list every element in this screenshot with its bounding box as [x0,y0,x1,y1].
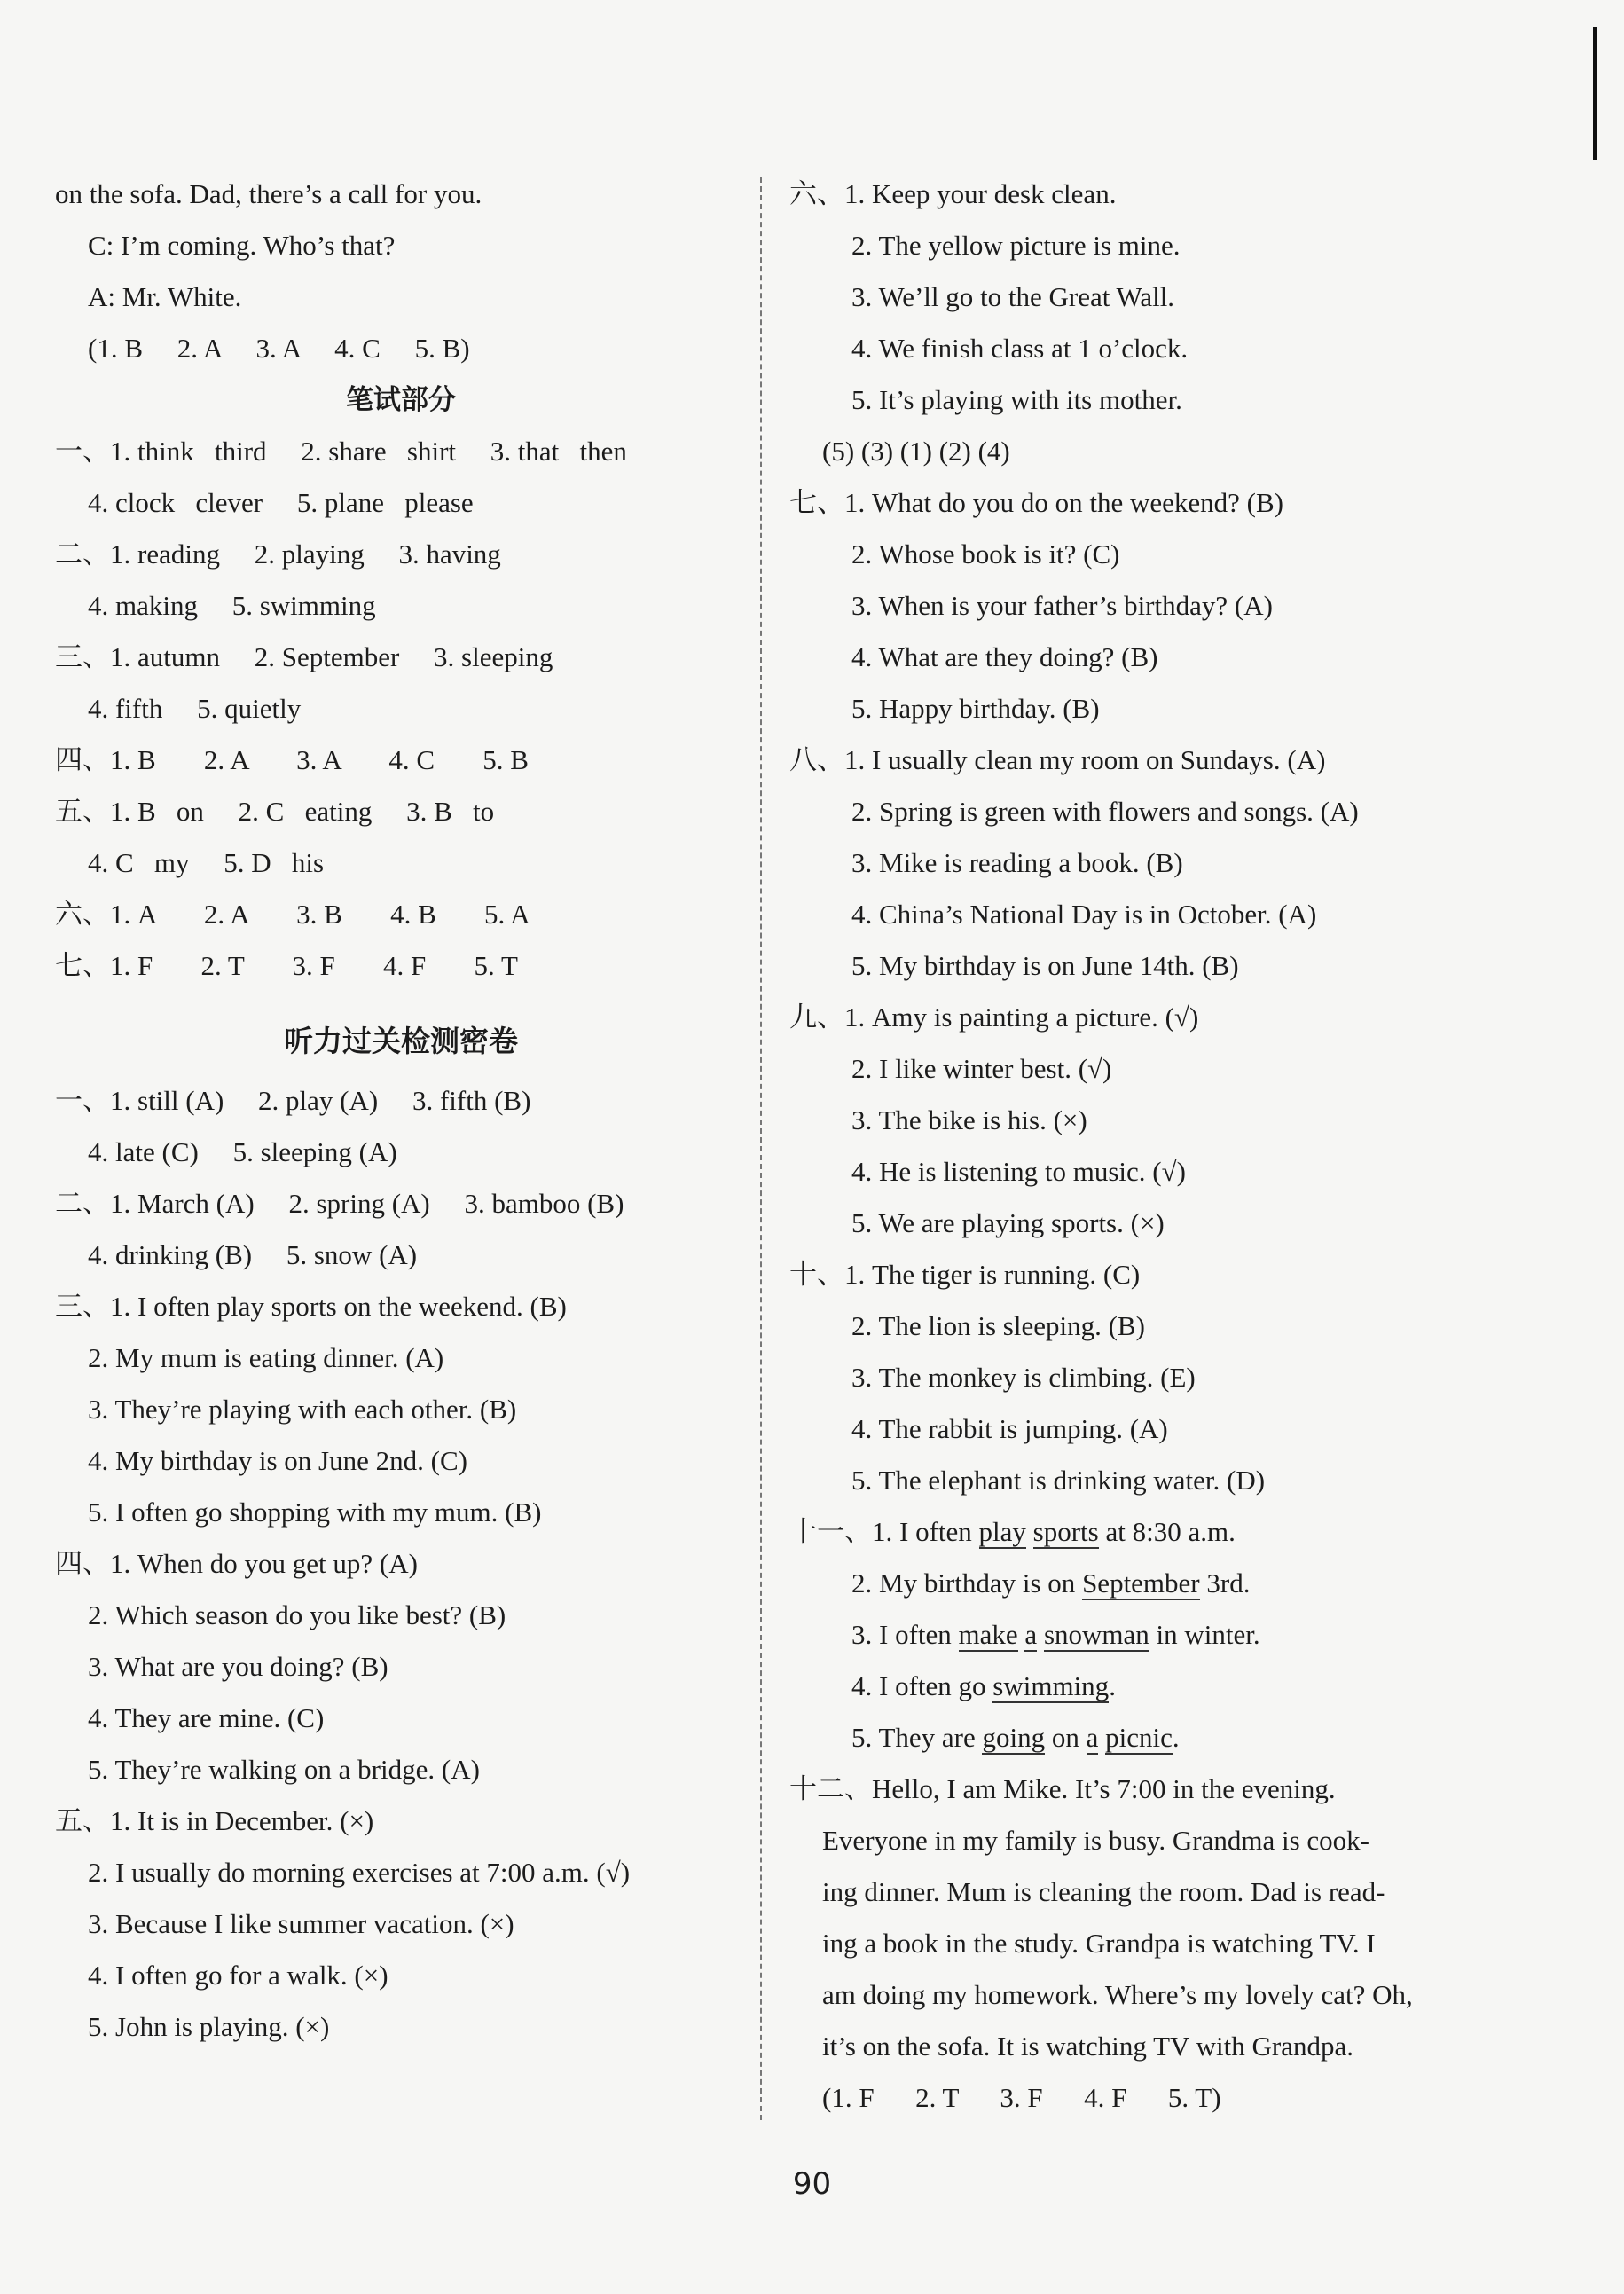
answer-line: 四、1. B 2. A 3. A 4. C 5. B [55,744,529,775]
fill-text: 十一、1. I often [789,1516,979,1547]
page-number: 90 [792,2166,832,2202]
answers-six-to-ten [789,169,1481,1506]
written-section-title: 笔试部分 [346,384,456,416]
answer-line: 十、1. The tiger is running. (C) [789,1259,1141,1290]
answer-line: 3. The bike is his. (×) [851,1104,1087,1135]
passage-line: 十二、Hello, I am Mike. It’s 7:00 in the evening. [789,1773,1336,1804]
answer-line: 2. I usually do morning exercises at 7:00 a.m. (√) [88,1857,631,1888]
answer-line: 五、1. It is in December. (×) [55,1805,374,1836]
answer-line: 4. late (C) 5. sleeping (A) [88,1136,397,1167]
answer-line: 5. We are playing sports. (×) [851,1207,1165,1238]
answer-line: 5. It’s playing with its mother. [851,384,1182,415]
answer-line: 4. I often go for a walk. (×) [88,1960,388,1991]
answer-line: 4. fifth 5. quietly [88,693,302,724]
answer-line: C: I’m coming. Who’s that? [88,230,396,261]
fill-answer-line [789,1712,1481,1764]
fill-answer-line [789,1609,1481,1661]
column-divider [760,177,762,2120]
answer-line: 2. The yellow picture is mine. [851,230,1181,261]
underlined-answer: snowman [1043,1619,1149,1650]
underlined-answer: a [1086,1722,1099,1753]
answer-line: 2. Whose book is it? (C) [851,538,1120,570]
fill-text: . [1172,1722,1180,1753]
fill-answer-line [789,1558,1481,1609]
answer-line: 3. The monkey is climbing. (E) [851,1362,1196,1393]
passage-line: ing a book in the study. Grandpa is watching TV. I [822,1928,1376,1959]
answer-line: 4. My birthday is on June 2nd. (C) [88,1445,467,1476]
answer-line: 一、1. think third 2. share shirt 3. that then [55,436,627,467]
answer-line: 3. They’re playing with each other. (B) [88,1394,517,1425]
right-column [789,169,1481,2124]
answer-line: 六、1. Keep your desk clean. [789,178,1117,209]
scan-edge-mark [1593,27,1597,160]
underlined-answer: picnic [1105,1722,1173,1753]
underlined-answer: going [982,1722,1046,1753]
answer-line: 4. We finish class at 1 o’clock. [851,333,1189,364]
listening-answers [55,1075,747,2053]
answer-line: 3. We’ll go to the Great Wall. [851,281,1175,312]
answer-line: 七、1. F 2. T 3. F 4. F 5. T [55,950,518,981]
answer-line: 5. I often go shopping with my mum. (B) [88,1497,542,1528]
intro-block [55,169,747,374]
fill-text [1037,1619,1044,1650]
answer-line: 2. I like winter best. (√) [851,1053,1112,1084]
fill-text: in winter. [1149,1619,1260,1650]
answer-line: 3. When is your father’s birthday? (A) [851,590,1273,621]
left-column [55,169,747,2053]
answer-line: 4. clock clever 5. plane please [88,487,474,518]
answer-line: 4. C my 5. D his [88,847,325,878]
fill-text: on [1045,1722,1087,1753]
fill-text: 4. I often go [851,1670,993,1701]
listening-test-title: 听力过关检测密卷 [284,1024,518,1058]
fill-text [1026,1516,1033,1547]
answer-line: A: Mr. White. [88,281,242,312]
answer-line: 三、1. autumn 2. September 3. sleeping [55,641,553,672]
answer-line: 4. The rabbit is jumping. (A) [851,1413,1168,1444]
answer-line: 5. Happy birthday. (B) [851,693,1100,724]
underlined-answer: September [1082,1567,1200,1599]
underlined-answer: a [1024,1619,1038,1650]
answer-line: 三、1. I often play sports on the weekend. (B) [55,1291,567,1322]
answer-line: 四、1. When do you get up? (A) [55,1548,418,1579]
fill-text: 5. They are [851,1722,983,1753]
fill-answer-line [789,1661,1481,1712]
answer-line: 九、1. Amy is painting a picture. (√) [789,1002,1199,1033]
answer-line: 5. They’re walking on a bridge. (A) [88,1754,480,1785]
answer-line: 5. John is playing. (×) [88,2011,330,2042]
passage-line: am doing my homework. Where’s my lovely cat? Oh, [822,1979,1413,2010]
underlined-answer: make [958,1619,1018,1650]
answer-line: 2. My mum is eating dinner. (A) [88,1342,444,1373]
answer-line: 4. He is listening to music. (√) [851,1156,1186,1187]
fill-text [1098,1722,1105,1753]
fill-text: 3rd. [1199,1567,1251,1599]
answer-line: 五、1. B on 2. C eating 3. B to [55,796,495,827]
underlined-answer: swimming [992,1670,1110,1701]
fill-text: . [1109,1670,1116,1701]
fill-text: at 8:30 a.m. [1098,1516,1236,1547]
answer-line: 5. My birthday is on June 14th. (B) [851,950,1239,981]
written-answers [55,426,747,992]
answer-line: 2. The lion is sleeping. (B) [851,1310,1145,1341]
answer-line: 4. making 5. swimming [88,590,376,621]
answer-line: 3. Because I like summer vacation. (×) [88,1908,514,1939]
answers-twelve-passage [789,1764,1481,2072]
passage-answers: (1. F 2. T 3. F 4. F 5. T) [822,2082,1221,2113]
answer-line: 5. The elephant is drinking water. (D) [851,1465,1266,1496]
answer-line: (5) (3) (1) (2) (4) [822,436,1010,467]
answer-line: 4. They are mine. (C) [88,1702,325,1733]
fill-text: 3. I often [851,1619,959,1650]
answer-line: 2. Spring is green with flowers and songs. (A) [851,796,1359,827]
answer-line: 二、1. March (A) 2. spring (A) 3. bamboo (B) [55,1188,624,1219]
answer-line: 一、1. still (A) 2. play (A) 3. fifth (B) [55,1085,531,1116]
fill-text: 2. My birthday is on [851,1567,1083,1599]
answer-line: 二、1. reading 2. playing 3. having [55,538,501,570]
answer-line: (1. B 2. A 3. A 4. C 5. B) [88,333,470,364]
passage-line: ing dinner. Mum is cleaning the room. Dad is read- [822,1876,1385,1907]
answer-line: 4. drinking (B) 5. snow (A) [88,1239,418,1270]
passage-line: it’s on the sofa. It is watching TV with Grandpa. [822,2031,1353,2062]
passage-line: Everyone in my family is busy. Grandma is cook- [822,1825,1370,1856]
answers-eleven [789,1506,1481,1764]
answer-line: 七、1. What do you do on the weekend? (B) [789,487,1284,518]
underlined-answer: sports [1032,1516,1099,1547]
underlined-answer: play [978,1516,1026,1547]
answer-line: 八、1. I usually clean my room on Sundays. (A) [789,744,1326,775]
answer-line: 3. What are you doing? (B) [88,1651,388,1682]
answer-line: 3. Mike is reading a book. (B) [851,847,1183,878]
fill-answer-line [789,1506,1481,1558]
answer-line: on the sofa. Dad, there’s a call for you. [55,178,482,209]
answer-line: 六、1. A 2. A 3. B 4. B 5. A [55,899,530,930]
answer-line: 2. Which season do you like best? (B) [88,1599,506,1630]
answer-line: 4. China’s National Day is in October. (A) [851,899,1317,930]
answer-line: 4. What are they doing? (B) [851,641,1158,672]
